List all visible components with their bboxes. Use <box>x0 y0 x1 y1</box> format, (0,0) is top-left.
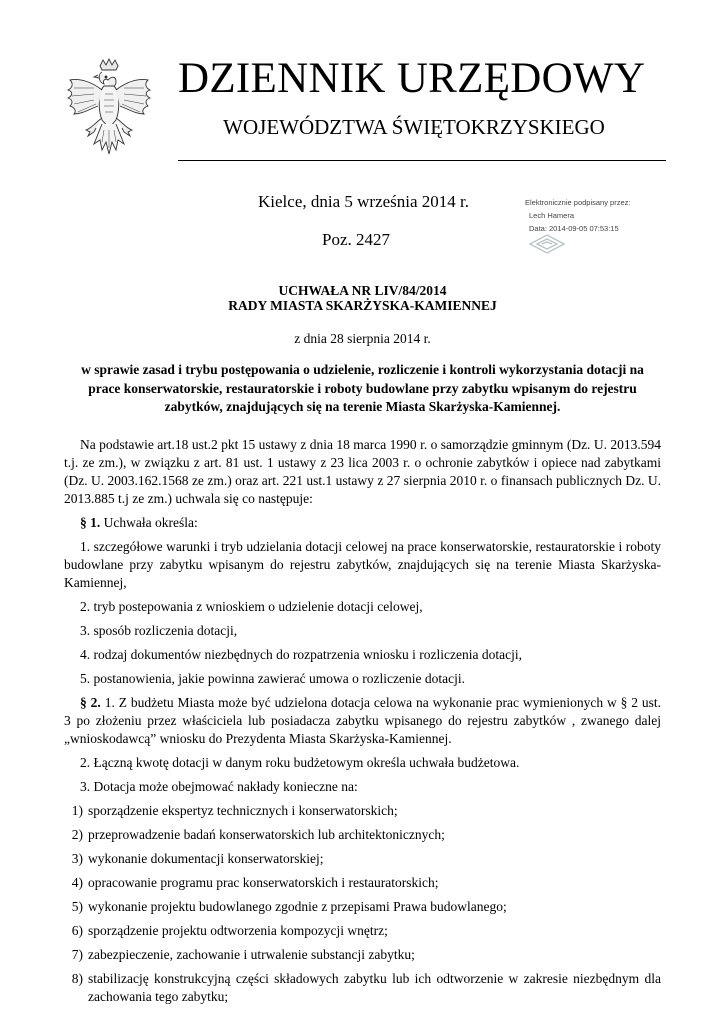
list-item-number: 4) <box>71 875 83 890</box>
section-1-mark: § 1. <box>80 515 101 530</box>
signature-label: Elektronicznie podpisany przez: <box>525 198 631 207</box>
document-body <box>64 436 661 1012</box>
section-2-text: 1. Z budżetu Miasta może być udzielona dotacja celowa na wykonanie prac wymienionych w § 2 ust. 3 po złożeniu przez właściciela lub posiadacza zabytku wpisanego do rejestru zabytków , zwanego dalej „wnioskodawcą” wniosku do Prezydenta Miasta Skarżyska-Kamiennej. <box>64 695 662 746</box>
list-item <box>64 922 661 940</box>
section-1-intro: Uchwała określa: <box>103 515 198 530</box>
list-item <box>64 874 661 892</box>
resolution-date: z dnia 28 sierpnia 2014 r. <box>294 331 431 346</box>
list-item-text: sporządzenie ekspertyz technicznych i konserwatorskich; <box>88 803 398 818</box>
section-2-paragraph-1 <box>64 694 661 748</box>
journal-title: DZIENNIK URZĘDOWY <box>178 55 646 102</box>
preamble: Na podstawie art.18 ust.2 pkt 15 ustawy z dnia 18 marca 1990 r. o samorządzie gminnym (Dz. U. 2013.594 t.j. ze zm.), w związku z art. 81 ust. 1 ustawy z 23 lica 2003 r. o ochronie zabytków i opiece nad zabytkami (Dz. U. 2003.162.1568 ze zm.) oraz art. 221 ust.1 ustawy z 27 sierpnia 2010 r. o finansach publicznych Dz. U. 2013.885 t.j ze zm.) uchwala się co następuje: <box>64 437 661 506</box>
issue-date: Kielce, dnia 5 września 2014 r. <box>258 192 470 211</box>
section-1-item: 1. szczegółowe warunki i tryb udzielania dotacji celowej na prace konserwatorskie, restauratorskie i roboty budowlane przy zabytku wpisanym do rejestru zabytków, znajdujących się na terenie Miasta Skarżyska-Kamiennej, <box>64 539 661 590</box>
section-2-paragraph-2: 2. Łączną kwotę dotacji w danym roku budżetowym określa uchwała budżetowa. <box>80 755 520 770</box>
list-item-text: stabilizację konstrukcyjną części składowych zabytku lub ich odtworzenie w zakresie niezbędnym dla zachowania tego zabytku; <box>88 971 661 1004</box>
list-item-text: zabezpieczenie, zachowanie i utrwalenie substancji zabytku; <box>88 947 415 962</box>
header-divider <box>178 160 666 161</box>
resolution-subject: w sprawie zasad i trybu postępowania o udzielenie, rozliczenie i kontroli wykorzystania dotacji na prace konserwatorskie, restauratorskie i roboty budowlane przy zabytku wpisanym do rejestru zabytków, znajdujących się na terenie Miasta Skarżyska-Kamiennej. <box>81 362 644 414</box>
list-item-number: 1) <box>71 803 83 818</box>
list-item-text: wykonanie projektu budowlanego zgodnie z przepisami Prawa budowlanego; <box>88 899 507 914</box>
list-item <box>64 850 661 868</box>
list-item-number: 5) <box>71 899 83 914</box>
resolution-number: UCHWAŁA NR LIV/84/2014 <box>278 283 447 298</box>
list-item-number: 6) <box>71 923 83 938</box>
list-item <box>64 970 661 1006</box>
list-item-number: 8) <box>71 971 83 986</box>
signature-date: Data: 2014-09-05 07:53:15 <box>529 224 619 233</box>
section-1-item: 4. rodzaj dokumentów niezbędnych do rozpatrzenia wniosku i rozliczenia dotacji, <box>80 647 522 662</box>
section-2-mark: § 2. <box>80 695 101 710</box>
signature-check-icon <box>528 233 566 255</box>
list-item <box>64 946 661 964</box>
list-item-number: 2) <box>71 827 83 842</box>
list-item-text: opracowanie programu prac konserwatorskich i restauratorskich; <box>88 875 439 890</box>
section-2-paragraph-3: 3. Dotacja może obejmować nakłady konieczne na: <box>80 779 358 794</box>
list-item-number: 3) <box>71 851 83 866</box>
list-item <box>64 802 661 820</box>
resolution-council: RADY MIASTA SKARŻYSKA-KAMIENNEJ <box>228 298 497 313</box>
list-item <box>64 826 661 844</box>
list-item-text: wykonanie dokumentacji konserwatorskiej; <box>88 851 324 866</box>
list-item <box>64 898 661 916</box>
section-1-item: 2. tryb postepowania z wnioskiem o udzielenie dotacji celowej, <box>80 599 423 614</box>
position-number: Poz. 2427 <box>322 230 390 249</box>
journal-subtitle: WOJEWÓDZTWA ŚWIĘTOKRZYSKIEGO <box>223 115 605 139</box>
list-item-number: 7) <box>71 947 83 962</box>
list-item-text: przeprowadzenie badań konserwatorskich lub architektonicznych; <box>88 827 445 842</box>
list-item-text: sporządzenie projektu odtworzenia kompozycji wnętrz; <box>88 923 388 938</box>
section-1-item: 5. postanowienia, jakie powinna zawierać umowa o rozliczenie dotacji. <box>80 671 465 686</box>
electronic-signature <box>525 196 655 235</box>
signer-name: Lech Hamera <box>529 211 575 220</box>
section-1-heading <box>64 514 661 532</box>
polish-eagle-emblem-icon <box>64 58 154 170</box>
section-1-item: 3. sposób rozliczenia dotacji, <box>80 623 238 638</box>
